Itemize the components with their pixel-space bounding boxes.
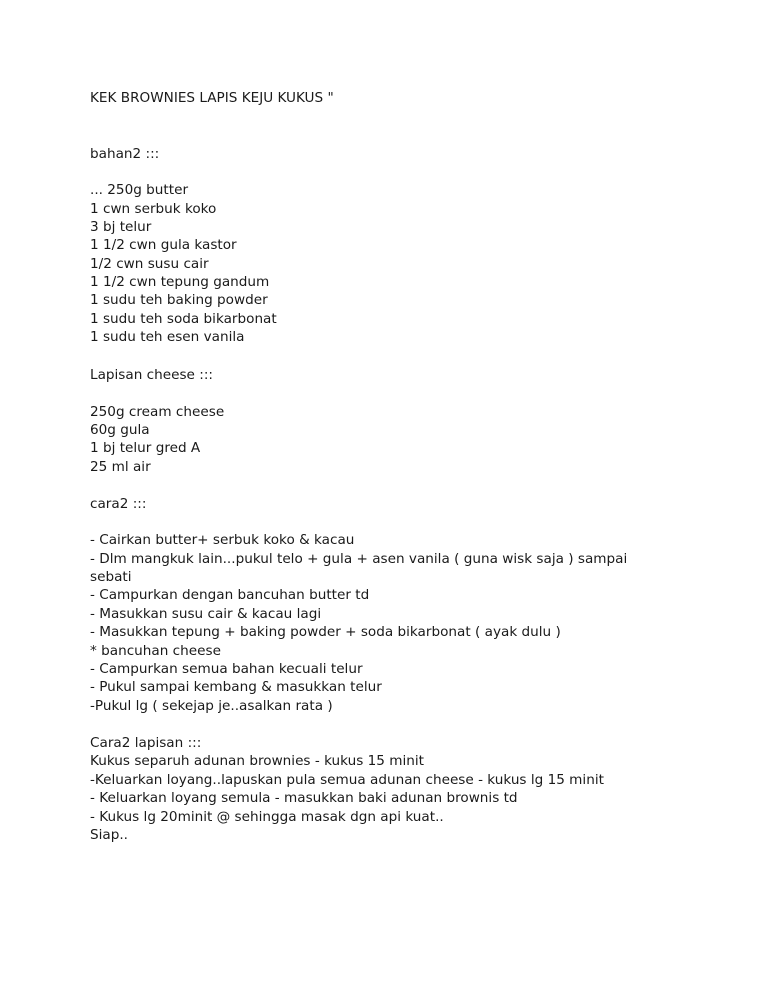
layering-step: Kukus separuh adunan brownies - kukus 15 minit xyxy=(90,753,424,769)
ingredient-item: 1 1/2 cwn tepung gandum xyxy=(90,274,270,290)
cheese-ingredient-item: 1 bj telur gred A xyxy=(90,440,201,456)
ingredient-item: 1 1/2 cwn gula kastor xyxy=(90,237,237,253)
cheese-ingredient-item: 60g gula xyxy=(90,422,150,438)
method-step: -Pukul lg ( sekejap je..asalkan rata ) xyxy=(90,698,333,714)
layering-step: -Keluarkan loyang..lapuskan pula semua adunan cheese - kukus lg 15 minit xyxy=(90,772,604,788)
method-step: - Dlm mangkuk lain...pukul telo + gula + asen vanila ( guna wisk saja ) sampai xyxy=(90,551,628,567)
method-step: - Cairkan butter+ serbuk koko & kacau xyxy=(90,532,355,548)
method-step: sebati xyxy=(90,569,132,585)
method-step: - Campurkan semua bahan kecuali telur xyxy=(90,661,363,677)
document-title: KEK BROWNIES LAPIS KEJU KUKUS " xyxy=(90,90,334,106)
ingredient-item: 1 sudu teh baking powder xyxy=(90,292,268,308)
ingredient-item: 1 cwn serbuk koko xyxy=(90,201,217,217)
ingredient-item: 1 sudu teh esen vanila xyxy=(90,329,245,345)
layering-step: - Keluarkan loyang semula - masukkan baki adunan brownis td xyxy=(90,790,518,806)
ingredient-item: 1 sudu teh soda bikarbonat xyxy=(90,311,277,327)
ingredients-heading: bahan2 ::: xyxy=(90,146,160,162)
ingredient-item: ... 250g butter xyxy=(90,182,189,198)
layering-step: - Kukus lg 20minit @ sehingga masak dgn api kuat.. xyxy=(90,809,444,825)
layering-heading: Cara2 lapisan ::: xyxy=(90,735,202,751)
method-heading: cara2 ::: xyxy=(90,496,147,512)
ingredient-item: 3 bj telur xyxy=(90,219,152,235)
cheese-heading: Lapisan cheese ::: xyxy=(90,367,213,383)
cheese-ingredient-item: 250g cream cheese xyxy=(90,404,225,420)
method-step: - Masukkan susu cair & kacau lagi xyxy=(90,606,322,622)
method-step: - Pukul sampai kembang & masukkan telur xyxy=(90,679,382,695)
cheese-ingredient-item: 25 ml air xyxy=(90,459,151,475)
method-step: * bancuhan cheese xyxy=(90,643,221,659)
ingredient-item: 1/2 cwn susu cair xyxy=(90,256,209,272)
method-step: - Masukkan tepung + baking powder + soda bikarbonat ( ayak dulu ) xyxy=(90,624,561,640)
method-step: - Campurkan dengan bancuhan butter td xyxy=(90,587,370,603)
layering-step: Siap.. xyxy=(90,827,129,843)
